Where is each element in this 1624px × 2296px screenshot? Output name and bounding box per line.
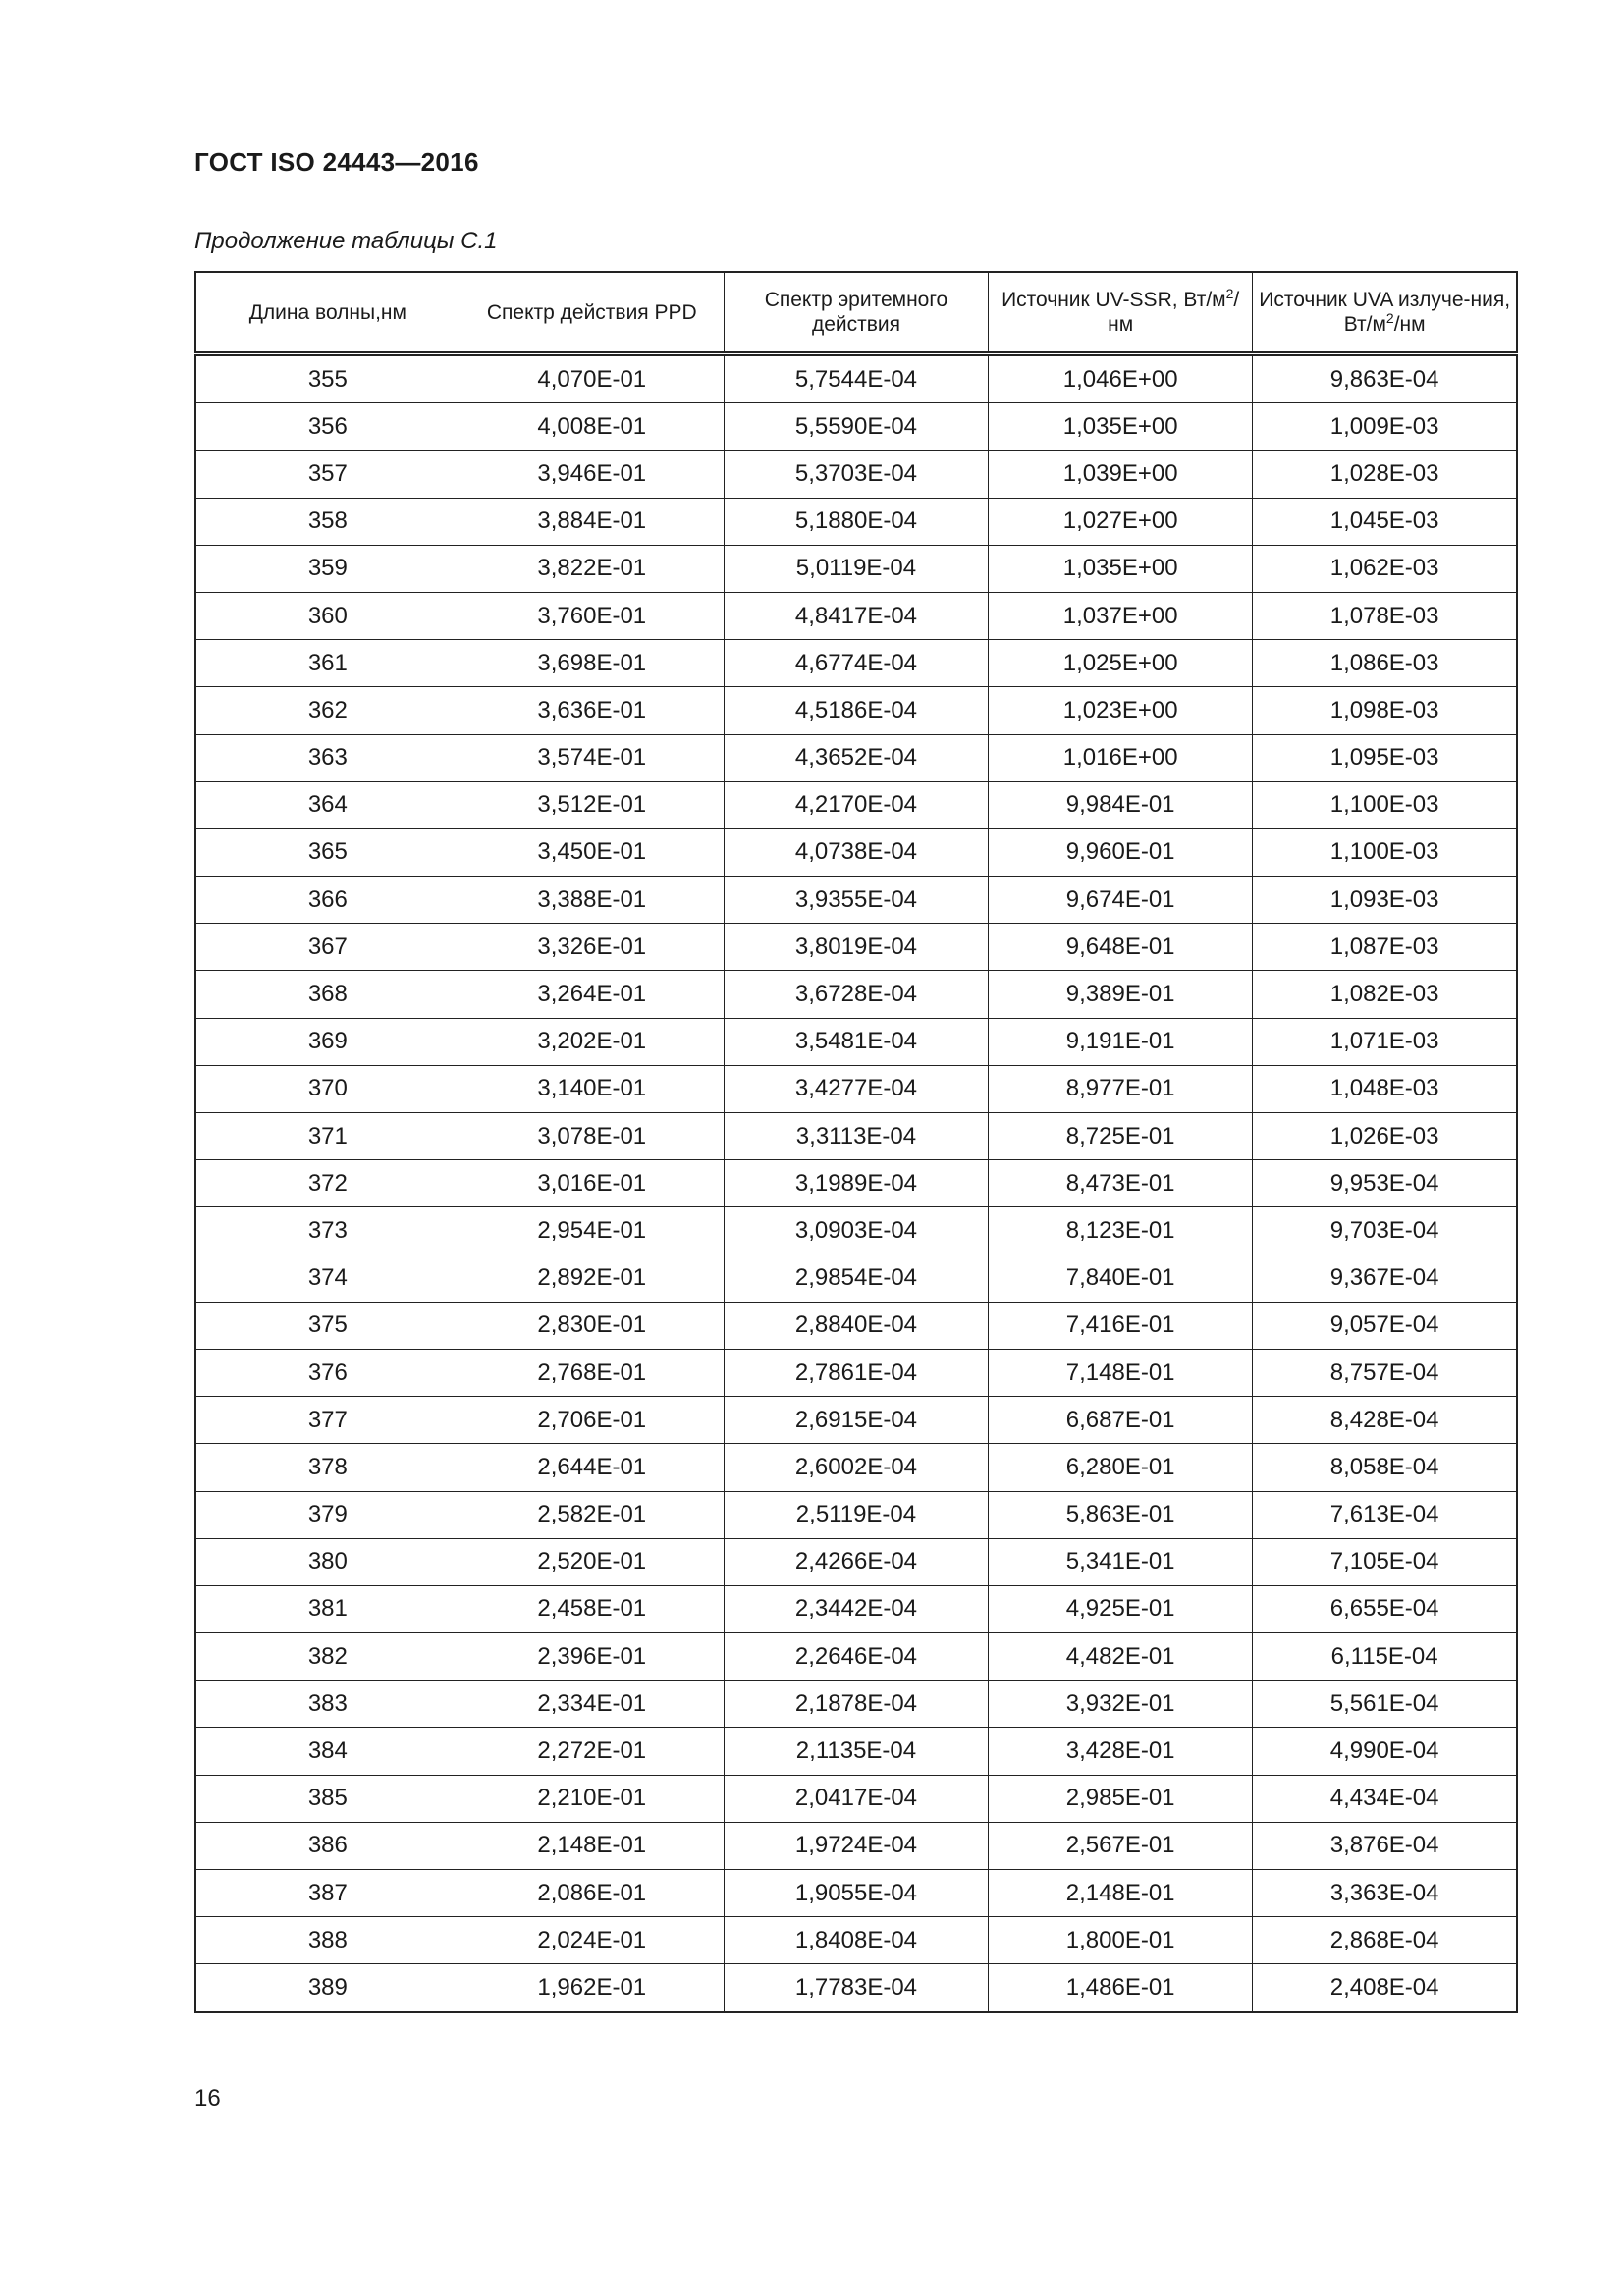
- table-cell: 1,078E-03: [1253, 592, 1517, 639]
- table-cell: 2,0417E-04: [724, 1775, 988, 1822]
- table-cell: 5,7544E-04: [724, 354, 988, 403]
- table-row: [195, 1349, 1517, 1396]
- table-cell: 4,008E-01: [460, 403, 724, 451]
- table-cell: 369: [195, 1018, 460, 1065]
- table-cell: 3,428E-01: [989, 1728, 1253, 1775]
- table-cell: 372: [195, 1160, 460, 1207]
- table-row: [195, 1065, 1517, 1112]
- table-cell: 366: [195, 877, 460, 924]
- table-cell: 5,341E-01: [989, 1538, 1253, 1585]
- table-cell: 6,655E-04: [1253, 1585, 1517, 1632]
- table-cell: 1,035E+00: [989, 403, 1253, 451]
- table-cell: 1,039E+00: [989, 451, 1253, 498]
- table-cell: 2,985E-01: [989, 1775, 1253, 1822]
- table-cell: 3,140E-01: [460, 1065, 724, 1112]
- table-cell: 2,7861E-04: [724, 1349, 988, 1396]
- table-cell: 1,486E-01: [989, 1964, 1253, 2012]
- table-cell: 4,070E-01: [460, 354, 724, 403]
- column-header-2: [460, 272, 724, 354]
- table-cell: 358: [195, 498, 460, 545]
- table-cell: 1,095E-03: [1253, 734, 1517, 781]
- table-cell: 3,388E-01: [460, 877, 724, 924]
- column-header-5: [1253, 272, 1517, 354]
- column-header-1: [195, 272, 460, 354]
- table-cell: 3,946E-01: [460, 451, 724, 498]
- table-cell: 3,264E-01: [460, 971, 724, 1018]
- table-cell: 2,024E-01: [460, 1917, 724, 1964]
- table-cell: 3,1989E-04: [724, 1160, 988, 1207]
- table-cell: 8,428E-04: [1253, 1397, 1517, 1444]
- table-cell: 3,3113E-04: [724, 1113, 988, 1160]
- table-cell: 383: [195, 1681, 460, 1728]
- table-cell: 1,087E-03: [1253, 924, 1517, 971]
- table-caption: Продолжение таблицы С.1: [194, 228, 498, 254]
- table-cell: 1,025E+00: [989, 640, 1253, 687]
- table-cell: 8,725E-01: [989, 1113, 1253, 1160]
- table-cell: 1,016E+00: [989, 734, 1253, 781]
- table-cell: 1,023E+00: [989, 687, 1253, 734]
- table-cell: 3,932E-01: [989, 1681, 1253, 1728]
- table-cell: 389: [195, 1964, 460, 2012]
- table-cell: 368: [195, 971, 460, 1018]
- table-cell: 2,1878E-04: [724, 1681, 988, 1728]
- table-cell: 374: [195, 1255, 460, 1302]
- table-row: [195, 1538, 1517, 1585]
- table-row: [195, 1018, 1517, 1065]
- table-cell: 4,482E-01: [989, 1633, 1253, 1681]
- table-cell: 3,760E-01: [460, 592, 724, 639]
- table-cell: 2,148E-01: [989, 1870, 1253, 1917]
- table-cell: 5,0119E-04: [724, 545, 988, 592]
- table-cell: 4,5186E-04: [724, 687, 988, 734]
- table-cell: 2,272E-01: [460, 1728, 724, 1775]
- table-cell: 8,123E-01: [989, 1207, 1253, 1255]
- table-cell: 356: [195, 403, 460, 451]
- table-cell: 2,954E-01: [460, 1207, 724, 1255]
- table-cell: 8,058E-04: [1253, 1444, 1517, 1491]
- table-cell: 3,876E-04: [1253, 1822, 1517, 1869]
- table-row: [195, 1302, 1517, 1349]
- table-cell: 364: [195, 781, 460, 828]
- table-cell: 1,037E+00: [989, 592, 1253, 639]
- table-cell: 362: [195, 687, 460, 734]
- table-row: [195, 1397, 1517, 1444]
- column-header-text: Источник UV-SSR, Вт/м: [1001, 289, 1226, 311]
- table-cell: 1,026E-03: [1253, 1113, 1517, 1160]
- table-cell: 4,0738E-04: [724, 828, 988, 876]
- table-row: [195, 1775, 1517, 1822]
- header-row: [195, 272, 1517, 354]
- table-row: [195, 1917, 1517, 1964]
- table-row: [195, 451, 1517, 498]
- table-row: [195, 924, 1517, 971]
- table-cell: 2,9854E-04: [724, 1255, 988, 1302]
- table-cell: 2,4266E-04: [724, 1538, 988, 1585]
- table-cell: 4,3652E-04: [724, 734, 988, 781]
- table-cell: 4,434E-04: [1253, 1775, 1517, 1822]
- table-cell: 1,046E+00: [989, 354, 1253, 403]
- table-cell: 1,045E-03: [1253, 498, 1517, 545]
- table-cell: 379: [195, 1491, 460, 1538]
- table-row: [195, 498, 1517, 545]
- table-cell: 4,8417E-04: [724, 592, 988, 639]
- table-cell: 355: [195, 354, 460, 403]
- table-cell: 2,334E-01: [460, 1681, 724, 1728]
- table-cell: 3,884E-01: [460, 498, 724, 545]
- table-cell: 2,396E-01: [460, 1633, 724, 1681]
- table-cell: 384: [195, 1728, 460, 1775]
- table-cell: 6,687E-01: [989, 1397, 1253, 1444]
- table-cell: 1,048E-03: [1253, 1065, 1517, 1112]
- table-cell: 2,2646E-04: [724, 1633, 988, 1681]
- table-cell: 3,822E-01: [460, 545, 724, 592]
- table-cell: 2,892E-01: [460, 1255, 724, 1302]
- table-cell: 2,567E-01: [989, 1822, 1253, 1869]
- table-row: [195, 1822, 1517, 1869]
- table-cell: 9,367E-04: [1253, 1255, 1517, 1302]
- table-cell: 367: [195, 924, 460, 971]
- table-cell: 357: [195, 451, 460, 498]
- table-cell: 8,757E-04: [1253, 1349, 1517, 1396]
- table-cell: 1,9055E-04: [724, 1870, 988, 1917]
- table-cell: 7,416E-01: [989, 1302, 1253, 1349]
- column-header-3: [724, 272, 988, 354]
- table-cell: 8,473E-01: [989, 1160, 1253, 1207]
- table-cell: 1,062E-03: [1253, 545, 1517, 592]
- table-cell: 1,8408E-04: [724, 1917, 988, 1964]
- table-cell: 1,071E-03: [1253, 1018, 1517, 1065]
- table-row: [195, 1255, 1517, 1302]
- table-cell: 9,960E-01: [989, 828, 1253, 876]
- table-row: [195, 828, 1517, 876]
- table-cell: 9,984E-01: [989, 781, 1253, 828]
- table-cell: 9,674E-01: [989, 877, 1253, 924]
- table-cell: 378: [195, 1444, 460, 1491]
- table-cell: 373: [195, 1207, 460, 1255]
- table-cell: 5,1880E-04: [724, 498, 988, 545]
- table-cell: 2,830E-01: [460, 1302, 724, 1349]
- table-cell: 2,8840E-04: [724, 1302, 988, 1349]
- table-cell: 2,148E-01: [460, 1822, 724, 1869]
- table-row: [195, 592, 1517, 639]
- table-cell: 361: [195, 640, 460, 687]
- table-cell: 7,613E-04: [1253, 1491, 1517, 1538]
- table-cell: 6,115E-04: [1253, 1633, 1517, 1681]
- table-cell: 9,057E-04: [1253, 1302, 1517, 1349]
- table-cell: 2,210E-01: [460, 1775, 724, 1822]
- table-cell: 387: [195, 1870, 460, 1917]
- table-row: [195, 1585, 1517, 1632]
- table-cell: 380: [195, 1538, 460, 1585]
- table-cell: 9,863E-04: [1253, 354, 1517, 403]
- data-table: [194, 271, 1518, 2013]
- table-cell: 9,648E-01: [989, 924, 1253, 971]
- table-cell: 3,0903E-04: [724, 1207, 988, 1255]
- table-cell: 3,5481E-04: [724, 1018, 988, 1065]
- table-cell: 2,644E-01: [460, 1444, 724, 1491]
- table-cell: 5,5590E-04: [724, 403, 988, 451]
- table-cell: 2,868E-04: [1253, 1917, 1517, 1964]
- table-cell: 1,028E-03: [1253, 451, 1517, 498]
- table-cell: 8,977E-01: [989, 1065, 1253, 1112]
- table-cell: 2,582E-01: [460, 1491, 724, 1538]
- table-cell: 9,953E-04: [1253, 1160, 1517, 1207]
- table-cell: 3,6728E-04: [724, 971, 988, 1018]
- table-row: [195, 403, 1517, 451]
- table-cell: 2,520E-01: [460, 1538, 724, 1585]
- table-cell: 9,191E-01: [989, 1018, 1253, 1065]
- table-cell: 1,093E-03: [1253, 877, 1517, 924]
- table-cell: 3,078E-01: [460, 1113, 724, 1160]
- table-cell: 6,280E-01: [989, 1444, 1253, 1491]
- column-header-text: Спектр действия PPD: [486, 300, 697, 324]
- table-cell: 1,009E-03: [1253, 403, 1517, 451]
- table-cell: 3,4277E-04: [724, 1065, 988, 1112]
- table-cell: 1,027E+00: [989, 498, 1253, 545]
- table-cell: 1,100E-03: [1253, 828, 1517, 876]
- table-cell: 2,408E-04: [1253, 1964, 1517, 2012]
- table-cell: 4,2170E-04: [724, 781, 988, 828]
- table-cell: 2,706E-01: [460, 1397, 724, 1444]
- table-cell: 3,698E-01: [460, 640, 724, 687]
- table-cell: 388: [195, 1917, 460, 1964]
- column-header-text: Источник UVA излуче-ния, Вт/м: [1259, 289, 1511, 336]
- table-cell: 1,7783E-04: [724, 1964, 988, 2012]
- table-cell: 377: [195, 1397, 460, 1444]
- table-cell: 1,098E-03: [1253, 687, 1517, 734]
- table-cell: 2,1135E-04: [724, 1728, 988, 1775]
- table-cell: 4,990E-04: [1253, 1728, 1517, 1775]
- table-cell: 3,9355E-04: [724, 877, 988, 924]
- table-cell: 5,863E-01: [989, 1491, 1253, 1538]
- table-cell: 363: [195, 734, 460, 781]
- table-cell: 3,202E-01: [460, 1018, 724, 1065]
- column-header-superscript: 2: [1385, 310, 1394, 326]
- table-row: [195, 354, 1517, 403]
- table-cell: 1,086E-03: [1253, 640, 1517, 687]
- document-title: ГОСТ ISO 24443—2016: [194, 147, 479, 177]
- table-cell: 2,768E-01: [460, 1349, 724, 1396]
- table-row: [195, 1633, 1517, 1681]
- column-header-4: [989, 272, 1253, 354]
- page-number: 16: [194, 2085, 221, 2111]
- table-cell: 3,574E-01: [460, 734, 724, 781]
- table-cell: 5,3703E-04: [724, 451, 988, 498]
- table-cell: 381: [195, 1585, 460, 1632]
- table-cell: 2,6915E-04: [724, 1397, 988, 1444]
- table-cell: 1,100E-03: [1253, 781, 1517, 828]
- table-cell: 9,703E-04: [1253, 1207, 1517, 1255]
- table-cell: 3,016E-01: [460, 1160, 724, 1207]
- table-cell: 1,035E+00: [989, 545, 1253, 592]
- table-row: [195, 1207, 1517, 1255]
- table-cell: 371: [195, 1113, 460, 1160]
- table-cell: 4,6774E-04: [724, 640, 988, 687]
- table-row: [195, 1964, 1517, 2012]
- table-cell: 365: [195, 828, 460, 876]
- table-row: [195, 1681, 1517, 1728]
- table-row: [195, 1870, 1517, 1917]
- table-cell: 7,105E-04: [1253, 1538, 1517, 1585]
- table-cell: 3,450E-01: [460, 828, 724, 876]
- table-cell: 5,561E-04: [1253, 1681, 1517, 1728]
- table-cell: 7,840E-01: [989, 1255, 1253, 1302]
- table-cell: 370: [195, 1065, 460, 1112]
- table-row: [195, 1728, 1517, 1775]
- table-cell: 386: [195, 1822, 460, 1869]
- table-row: [195, 1160, 1517, 1207]
- column-header-unit: /нм: [1393, 313, 1426, 336]
- table-row: [195, 545, 1517, 592]
- table-cell: 1,082E-03: [1253, 971, 1517, 1018]
- table-cell: 382: [195, 1633, 460, 1681]
- table-cell: 359: [195, 545, 460, 592]
- table-cell: 3,512E-01: [460, 781, 724, 828]
- table-row: [195, 971, 1517, 1018]
- table-cell: 375: [195, 1302, 460, 1349]
- table-cell: 2,086E-01: [460, 1870, 724, 1917]
- column-header-superscript: 2: [1225, 286, 1234, 301]
- table-row: [195, 877, 1517, 924]
- table-cell: 376: [195, 1349, 460, 1396]
- column-header-text: Спектр эритемного действия: [764, 289, 948, 336]
- table-row: [195, 640, 1517, 687]
- table-cell: 3,636E-01: [460, 687, 724, 734]
- table-cell: 360: [195, 592, 460, 639]
- table-row: [195, 1444, 1517, 1491]
- table-cell: 3,363E-04: [1253, 1870, 1517, 1917]
- table-cell: 2,458E-01: [460, 1585, 724, 1632]
- table-cell: 1,800E-01: [989, 1917, 1253, 1964]
- table-cell: 2,3442E-04: [724, 1585, 988, 1632]
- table-cell: 1,962E-01: [460, 1964, 724, 2012]
- table-row: [195, 734, 1517, 781]
- column-header-text: Длина волны,нм: [248, 300, 406, 324]
- table-row: [195, 687, 1517, 734]
- table-cell: 1,9724E-04: [724, 1822, 988, 1869]
- table-body: [195, 354, 1517, 2012]
- table-row: [195, 1113, 1517, 1160]
- table-cell: 9,389E-01: [989, 971, 1253, 1018]
- table-cell: 7,148E-01: [989, 1349, 1253, 1396]
- table-cell: 2,6002E-04: [724, 1444, 988, 1491]
- table-cell: 4,925E-01: [989, 1585, 1253, 1632]
- table-header: [195, 272, 1517, 354]
- table-cell: 2,5119E-04: [724, 1491, 988, 1538]
- table-cell: 3,8019E-04: [724, 924, 988, 971]
- column-header-unit: /нм: [1108, 289, 1240, 336]
- table-cell: 385: [195, 1775, 460, 1822]
- table-row: [195, 1491, 1517, 1538]
- table-cell: 3,326E-01: [460, 924, 724, 971]
- table-row: [195, 781, 1517, 828]
